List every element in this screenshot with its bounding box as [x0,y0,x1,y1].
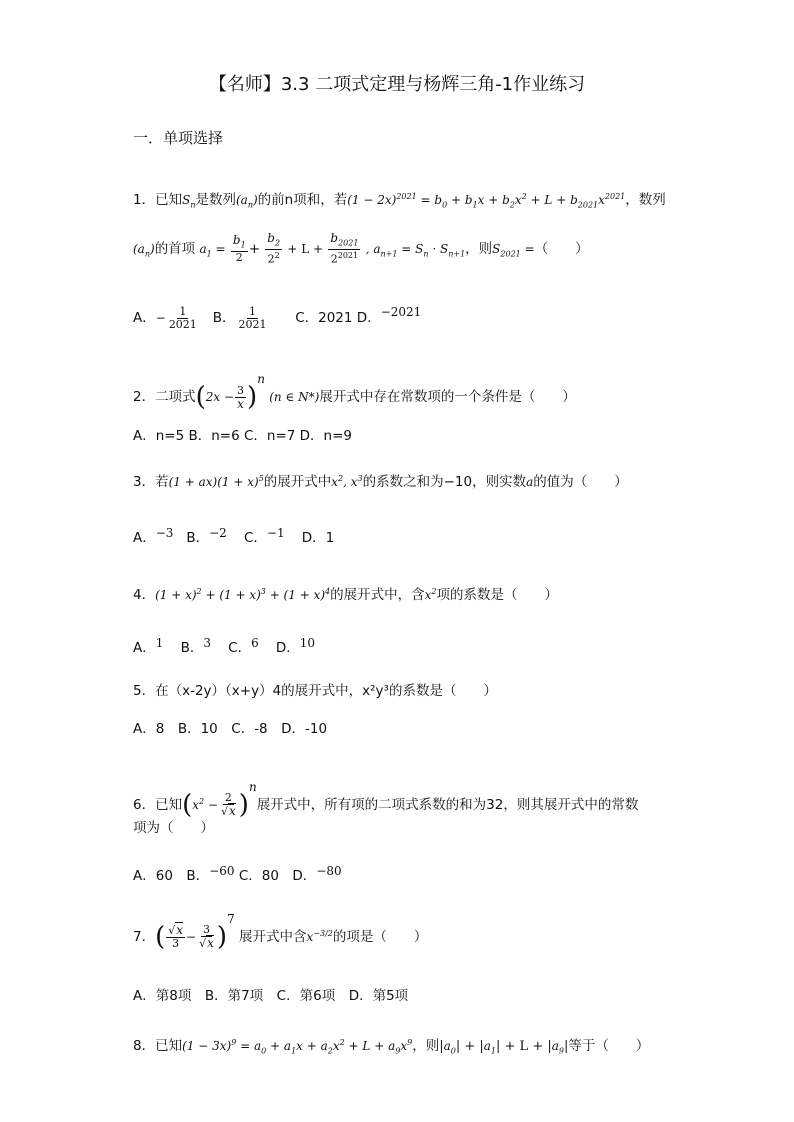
question-3-options: A．−3 B．−2 C．−1 D．1 [133,526,335,546]
question-4-options: A．1 B．3 C．6 D．10 [133,636,316,656]
question-1-line-2: $(a_n)$的首项 $a_1$ = $\frac{b_1}{2}$ + $\frac{b_2}{2^2}$ + L + $\frac{b_{2021}}{2^{2021}}$ , $a_{n+1} = S_n \cdot S_{n+1}$，则$S_{2021}$ =（ ） [133,231,589,267]
question-6-line-2: 项为（ ） [133,820,214,836]
question-6-options: A．60 B．−60 C．80 D．−80 [133,864,342,884]
question-1-options: A．− $\frac{1}{2021}$ B． $\frac{1}{2021}$ C．2021 D．−2021 [133,304,422,331]
section-heading: 一．单项选择 [133,129,224,147]
question-7-line: 7．( $\frac{√x}{3}$ − $\frac{3}{√x}$ )7 展开式中含$x^{-3/2}$的项是（ ） [133,912,428,952]
question-1-line-1: 1．已知$S_n$是数列$(a_n)$的前n项和，若$(1 - 2x)^{2021} = b_0 + b_1x + b_2x^2 + L + b_{2021}x^{2021}$，数列 [133,192,666,210]
question-4-line: 4．$(1 + x)^2 + (1 + x)^3 + (1 + x)^4$的展开式中，含$x^2$项的系数是（ ） [133,587,558,603]
question-3-line: 3．若$(1 + ax)(1 + x)^5$的展开式中$x^2$, $x^3$的系数之和为−10，则实数a的值为（ ） [133,474,628,490]
q1-expansion: $(1 - 2x)^{2021} = b_0 + b_1x + b_2x^2 + L + b_{2021}x^{2021}$ [347,192,626,210]
question-2-line: 2．二项式(2x − $\frac{3}{x}$ )n (n ∈ N*)展开式中存在常数项的一个条件是（ ） [133,372,576,412]
page-title: 【名师】3.3 二项式定理与杨辉三角-1作业练习 [208,74,586,95]
question-8-line: 8．已知$(1 - 3x)^9 = a_0 + a_1x + a_2x^2 + L + a_9x^9$，则$|a_0| + |a_1| + L + |a_9|$等于（ ） [133,1038,650,1056]
question-5-options: A．8 B．10 C．-8 D．-10 [133,721,328,737]
question-6-line-1: 6．已知($x^2$ − $\frac{2}{√x}$ )n展开式中，所有项的二项式系数的和为32，则其展开式中的常数 [133,780,639,820]
question-5-line: 5．在（x-2y）（x+y）4的展开式中，x²y³的系数是（ ） [133,683,497,699]
question-2-options: A．n=5 B．n=6 C．n=7 D．n=9 [133,428,353,444]
question-7-options: A．第8项 B．第7项 C．第6项 D．第5项 [133,988,409,1004]
